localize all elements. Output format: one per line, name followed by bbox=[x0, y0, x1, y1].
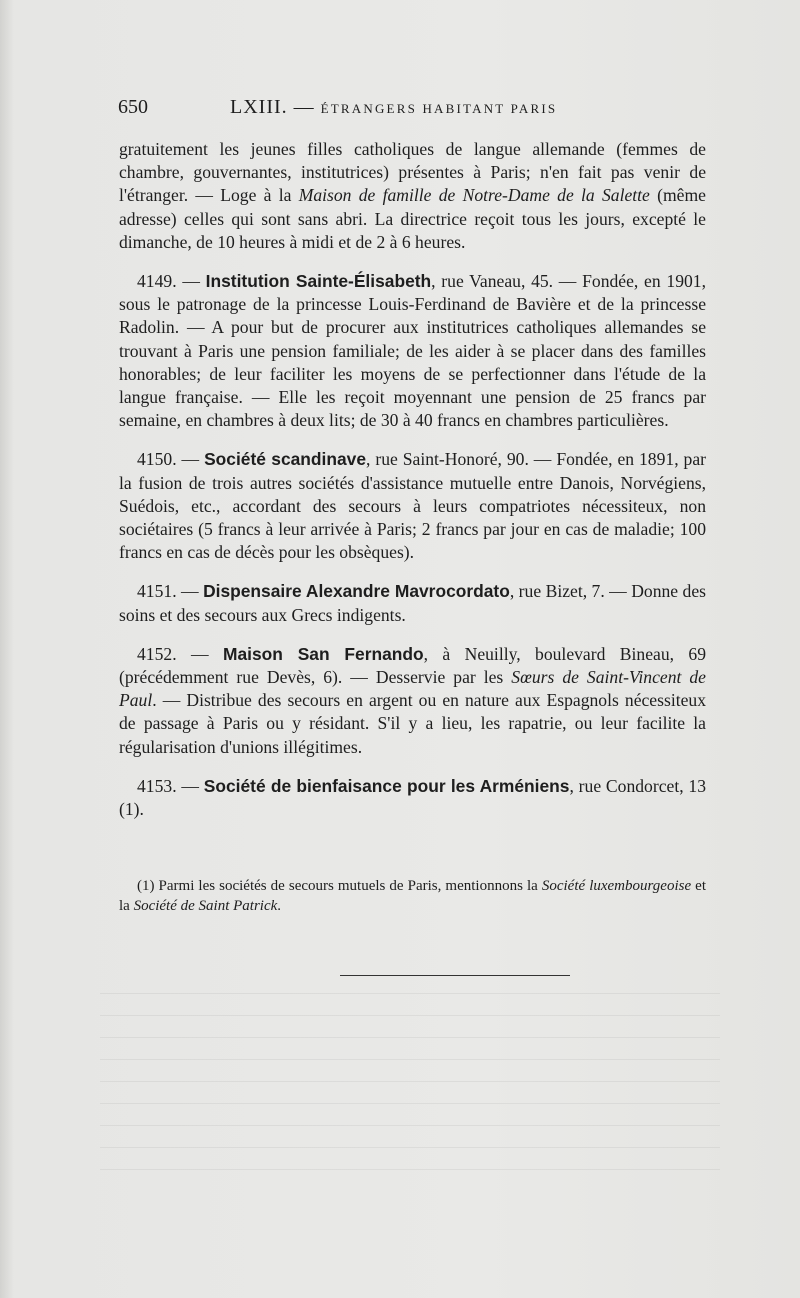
entry-4153 bbox=[119, 775, 706, 821]
page-number: 650 bbox=[118, 96, 148, 118]
entry-title: Société de bienfaisance pour les Arméniens bbox=[203, 775, 570, 796]
italic-name: Sœurs de Saint-Vincent de Paul bbox=[119, 667, 706, 711]
entry-4149 bbox=[119, 270, 706, 432]
running-title-text: ÉTRANGERS HABITANT PARIS bbox=[320, 101, 558, 116]
running-header bbox=[118, 96, 700, 126]
entry-4150 bbox=[119, 448, 706, 564]
italic-name: Société de Saint Patrick bbox=[133, 898, 278, 914]
entry-number: 4153. — bbox=[137, 775, 204, 796]
footnote: (1) Parmi les sociétés de secours mutuels de Paris, mentionnons la Société luxembourgeoise et la Société de Saint Patrick. bbox=[119, 878, 706, 914]
paragraph-continued: gratuitement les jeunes filles catholiques de langue allemande (femmes de chambre, gouvernantes, institutrices) présentes à Paris; n'en fait pas venir de l'étranger. — Loge à la Maison de famille de Notre-Dame de la Salette (même adresse) celles qui sont sans abri. La directrice reçoit tous les jours, excepté le dimanche, de 10 heures à midi et de 2 à 6 heures. bbox=[119, 139, 706, 252]
footnote-end-rule bbox=[340, 975, 570, 976]
entry-text: , rue Bizet, 7. — Donne des soins et des secours aux Grecs indigents. bbox=[119, 581, 706, 625]
entry-text: , à Neuilly, boulevard Bineau, 69 (précédemment rue Devès, 6). — Desservie par les bbox=[119, 643, 706, 688]
bleed-through-texture bbox=[100, 990, 720, 1170]
italic-name: Société luxembourgeoise bbox=[541, 878, 692, 894]
entry-title: Dispensaire Alexandre Mavrocordato bbox=[203, 581, 510, 602]
entry-number: 4152. — bbox=[137, 643, 223, 664]
entry-title: Société scandinave bbox=[204, 449, 367, 470]
entry-text: , rue Vaneau, 45. — Fondée, en 1901, sous le patronage de la princesse Louis-Ferdinand de Bavière et de la princesse Radolin. — A pour but de procurer aux institutrices catholiques allemandes se trouvant à Paris une pension familiale; de les aider à se placer dans des familles honorables; de leur faciliter les moyens de se perfectionner dans l'étude de la langue française. — Elle les reçoit moyennant une pension de 25 francs par semaine, en chambres à deux lits; de 30 à 40 francs en chambres particulières. bbox=[119, 271, 706, 431]
chapter-number: LXIII. bbox=[230, 96, 288, 118]
header-dash: — bbox=[293, 96, 315, 118]
entry-4151 bbox=[119, 580, 706, 626]
entry-text: , rue Condorcet, 13 (1). bbox=[119, 775, 707, 820]
page-body bbox=[119, 138, 706, 837]
entry-text: , rue Saint-Honoré, 90. — Fondée, en 1891, par la fusion de trois autres sociétés d'assistance mutuelle entre Danois, Norvégiens, Suédois, etc., accordant des secours à leurs compatriotes nécessiteux, non sociétaires (5 francs à leur arrivée à Paris; 2 francs par jour en cas de maladie; 100 francs en cas de décès pour les obsèques). bbox=[119, 449, 706, 563]
entry-number: 4149. — bbox=[137, 271, 206, 292]
entry-4152: 4152. — Maison San Fernando, à Neuilly, boulevard Bineau, 69 (précédemment rue Devès, 6). — Desservie par les Sœurs de Saint-Vincent de Paul. — Distribue des secours en argent ou en nature aux Espagnols nécessiteux de passage à Paris ou y résidant. S'il y a lieu, les rapatrie, ou leur facilite la régularisation d'unions illégitimes. bbox=[119, 643, 706, 757]
entry-title: Institution Sainte-Élisabeth bbox=[205, 271, 432, 292]
entry-number: 4150. — bbox=[137, 449, 205, 470]
running-title bbox=[230, 96, 557, 119]
entry-number: 4151. — bbox=[137, 581, 204, 602]
italic-name: Maison de famille de Notre-Dame de la Salette bbox=[298, 185, 650, 206]
entry-title: Maison San Fernando bbox=[222, 643, 424, 664]
